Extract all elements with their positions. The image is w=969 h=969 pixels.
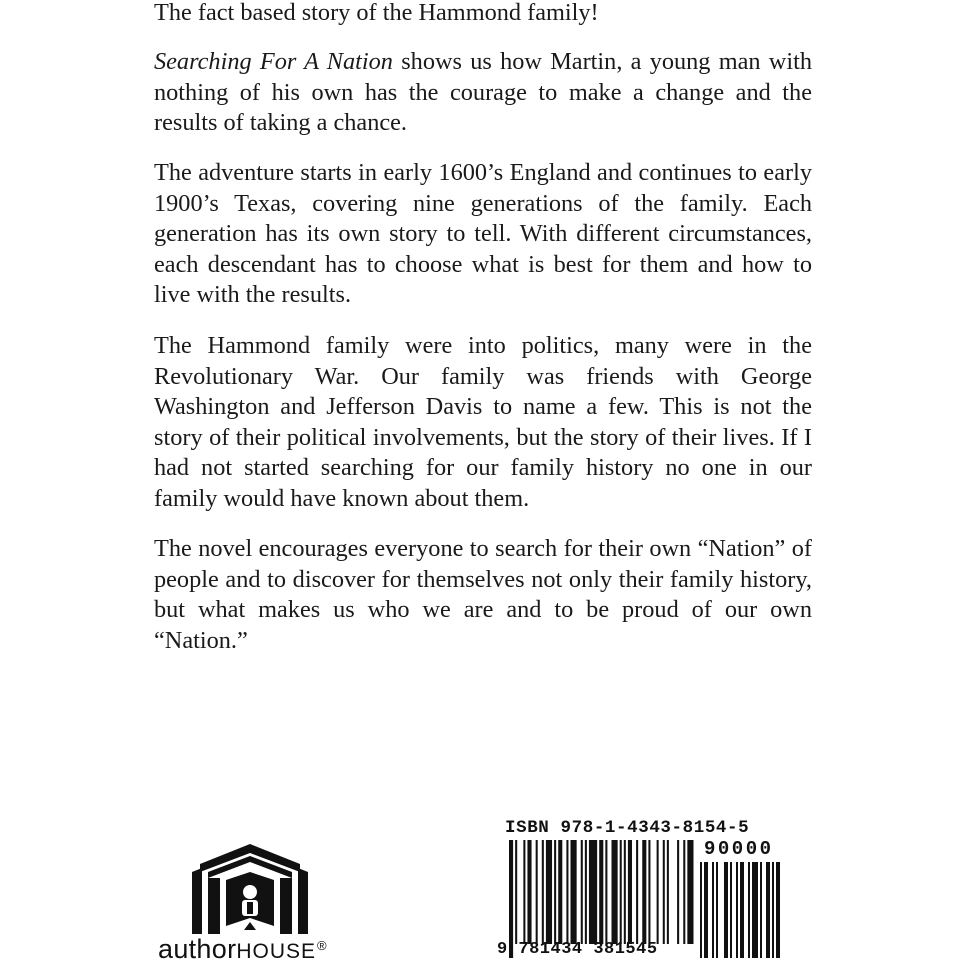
publisher-name: authorHOUSE® [158, 934, 327, 964]
book-title: Searching For A Nation [154, 48, 393, 75]
blurb-intro-text: shows us how Martin, a young man with nothing of his own has the courage to make a change and the results of taking a chance. [154, 48, 812, 136]
blurb-politics: The Hammond family were into politics, many were in the Revolutionary War. Our family was friends with George Washington and Jefferson Davis to name a few. This is not the story of their political involvements, but the story of their lives. If I had not started searching for our family history no one in our family would have known about them. [154, 332, 812, 512]
publisher-logo [158, 842, 358, 968]
ean-digits: 9 781434 381545 [497, 940, 658, 959]
blurb-closing: The novel encourages everyone to search for their own “Nation” of people and to discover for themselves not only their family history, but what makes us who we are and to be proud of our own “Nation.” [154, 535, 812, 654]
book-house-logo-icon [192, 842, 308, 934]
isbn-barcode [495, 812, 791, 967]
blurb-tagline: The fact based story of the Hammond family! [154, 0, 599, 26]
price-code: 90000 [704, 838, 774, 860]
blurb-adventure: The adventure starts in early 1600’s England and continues to early 1900’s Texas, covering nine generations of the family. Each generation has its own story to tell. With different circumstances, each descendant has to choose what is best for them and how to live with the results. [154, 159, 812, 308]
isbn-number: ISBN 978-1-4343-8154-5 [505, 818, 750, 838]
blurb-intro [154, 47, 812, 139]
